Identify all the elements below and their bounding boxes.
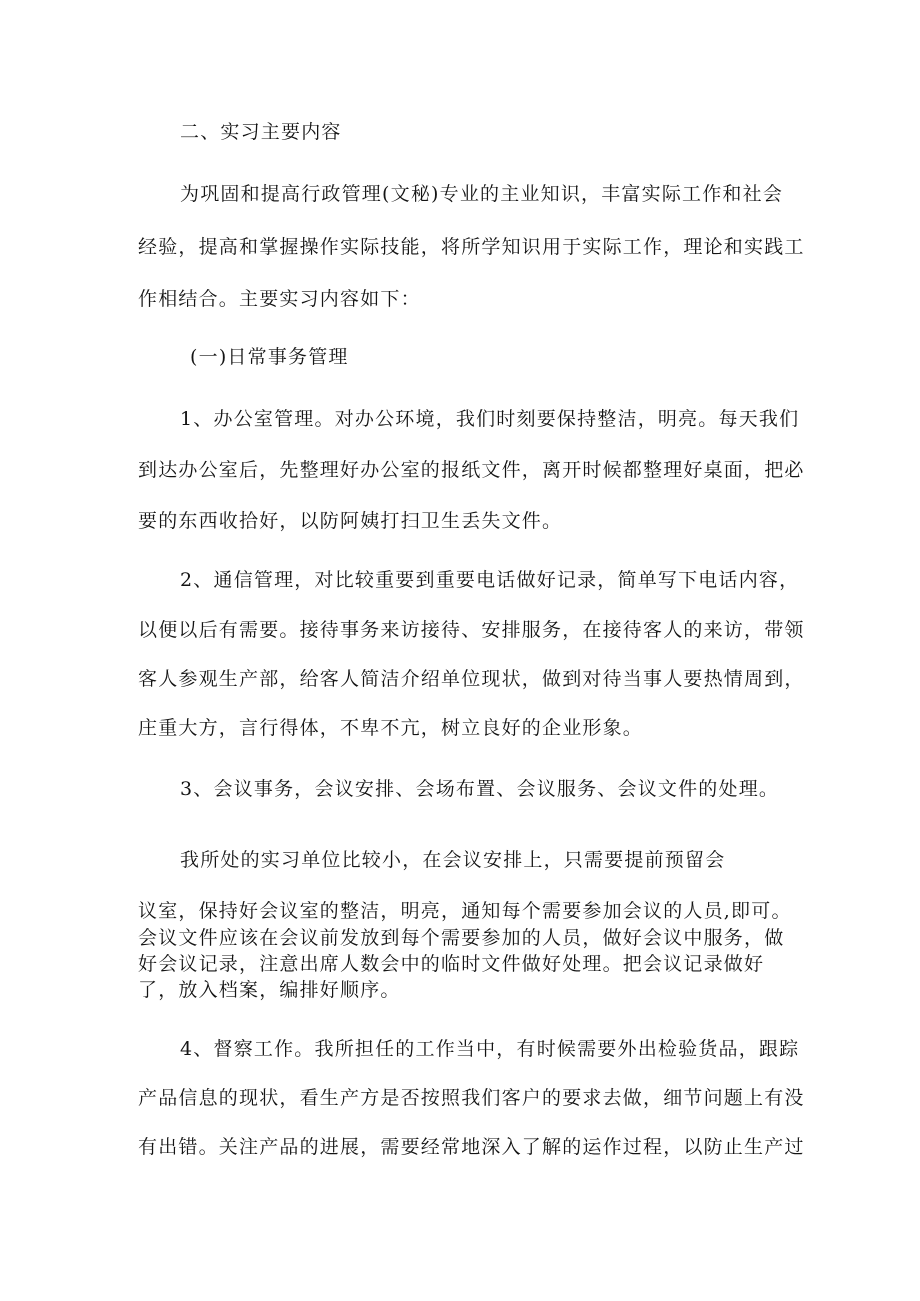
meeting-line-5: 了，放入档案，编排好顺序。: [138, 979, 401, 1001]
item4-line-2: 产品信息的现状，看生产方是否按照我们客户的要求去做，细节问题上有没: [138, 1087, 805, 1109]
intro-line-1: 为巩固和提高行政管理(文秘)专业的主业知识，丰富实际工作和社会: [180, 183, 784, 205]
item1-line-3: 要的东西收拾好，以防阿姨打扫卫生丢失文件。: [138, 510, 563, 532]
item2-line-3: 客人参观生产部，给客人简洁介绍单位现状，做到对待当事人要热情周到，: [138, 668, 805, 690]
subsection-title: (一)日常事务管理: [190, 346, 349, 368]
meeting-line-4: 好会议记录，注意出席人数会中的临时文件做好处理。把会议记录做好: [138, 953, 765, 975]
meeting-line-2: 议室，保持好会议室的整洁，明亮，通知每个需要参加会议的人员,即可。: [138, 900, 792, 922]
section-title: 二、实习主要内容: [180, 121, 342, 143]
intro-line-2: 经验，提高和掌握操作实际技能，将所学知识用于实际工作，理论和实践工: [138, 236, 805, 258]
item4-line-1: 4、督察工作。我所担任的工作当中，有时候需要外出检验货品，跟踪: [180, 1038, 800, 1060]
item2-line-2: 以便以后有需要。接待事务来访接待、安排服务，在接待客人的来访，带领: [138, 619, 805, 641]
item2-line-4: 庄重大方，言行得体，不卑不亢，树立良好的企业形象。: [138, 717, 644, 739]
item1-line-2: 到达办公室后，先整理好办公室的报纸文件，离开时候都整理好桌面，把必: [138, 459, 805, 481]
item1-line-1: 1、办公室管理。对办公环境，我们时刻要保持整洁，明亮。每天我们: [180, 408, 800, 430]
meeting-line-1: 我所处的实习单位比较小，在会议安排上，只需要提前预留会: [180, 849, 726, 871]
item4-line-3: 有出错。关注产品的进展，需要经常地深入了解的运作过程，以防止生产过: [138, 1136, 805, 1158]
intro-line-3: 作相结合。主要实习内容如下：: [138, 288, 421, 310]
item3-line: 3、会议事务，会议安排、会场布置、会议服务、会议文件的处理。: [180, 778, 780, 800]
item2-line-1: 2、通信管理，对比较重要到重要电话做好记录，简单写下电话内容，: [180, 569, 800, 591]
meeting-line-3: 会议文件应该在会议前发放到每个需要参加的人员，做好会议中服务，做: [138, 927, 785, 949]
